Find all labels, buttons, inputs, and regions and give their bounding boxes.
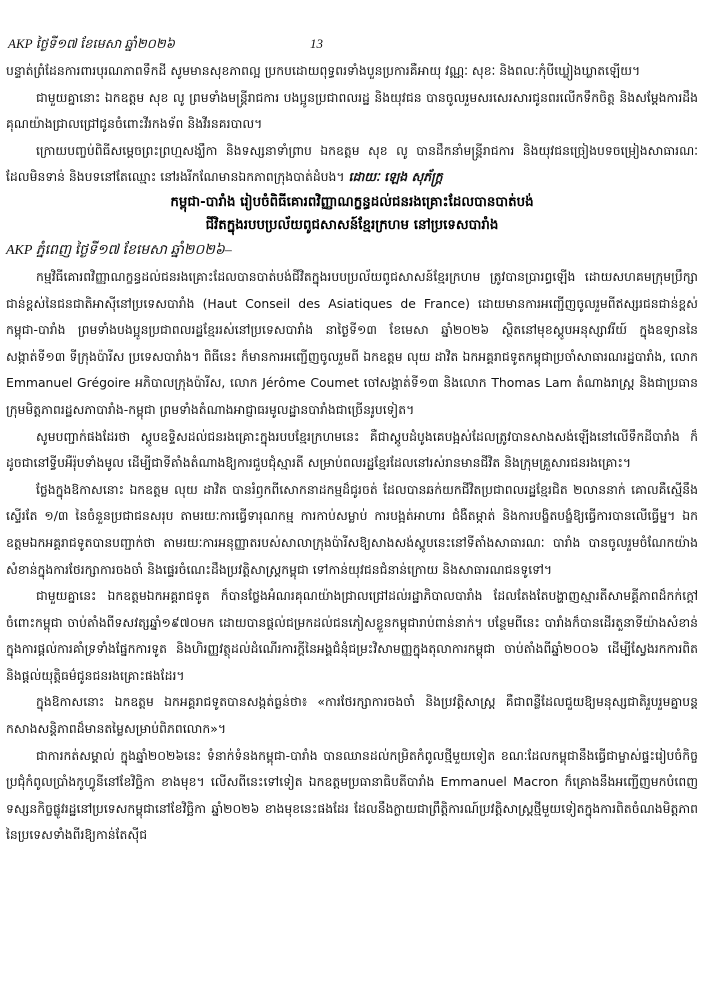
article2-dateline-text: AKP ភ្នំពេញ ថ្ងៃទី១៧ ខែមេសា ឆ្នាំ២០២៦– (6, 242, 232, 258)
page-number: 13 (310, 36, 323, 51)
article1-author: ដោយៈ ឡេង សុភ័ក្ត្រ (348, 169, 443, 185)
article1-paragraph-2: ជាមួយគ្នានោះ ឯកឧត្តម សុខ លូ ព្រមទាំងមន្រ្តីរាជការ បងប្អូនប្រជាពលរដ្ឋ និងយុវជន បានចូលរួមសរសេរសារជូនពរលើកទឹកចិត្ត និងសម្តែងការដឹងគុណយ៉ាងជ្រាលជ្រៅជូនចំពោះវីរកងទ័ព និងវីរនគរបាល។ (6, 89, 698, 132)
article2-dateline (6, 237, 698, 264)
article2-paragraph-1: កម្មវិធីគោរពវិញ្ញាណក្ខន្ធដល់ជនរងគ្រោះដែលបានបាត់បង់ជីវិតក្នុងរបបប្រល័យពូជសាសន៍ខ្មែរក្រហម ត្រូវបានប្រារព្ធឡើង ដោយសហគមក្រុមប្រឹក្សាជាន់ខ្ពស់នៃជនជាតិអាស៊ីនៅប្រទេសបារាំង (Haut Conseil des Asiatiques de France) ដោយមានការអញ្ជើញចូលរួមពីឥស្សរជនជាន់ខ្ពស់កម្ពុជា-បារាំង ព្រមទាំងបងប្អូនប្រជាពលរដ្ឋខ្មែររស់នៅប្រទេសបារាំង នាថ្ងៃទី១៣ ខែមេសា ឆ្នាំ២០២៦ ស្ថិតនៅមុខស្តូបអនុស្សាវរីយ៍ ក្នុងឧទ្យាននៃសង្កាត់ទី១៣ ទីក្រុងប៉ារីស ប្រទេសបារាំង។ ពិធីនេះ ក៏មានការអញ្ជើញចូលរួមពី ឯកឧត្តម លុយ ដាវិត ឯកអគ្គរាជទូតកម្ពុជាប្រចាំសាធារណរដ្ឋបារាំង, លោក Emmanuel Grégoire អភិបាលក្រុងប៉ារីស, លោក Jérôme Coumet ចៅសង្កាត់ទី១៣ និងលោក Thomas Lam តំណាងរាស្រ្ត និងជាប្រធានក្រុមមិត្តភាពរដ្ឋសភាបារាំង-កម្ពុជា ព្រមទាំងតំណាងអាជ្ញាធរមូលដ្ឋានបារាំងជាច្រើនរូបទៀត។ (6, 268, 698, 417)
article1-paragraph-1: បន្ទាត់ព្រំដែនការពារបុរណភាពទឹកដី សូមមានសុខភាពល្អ ប្រកបដោយពុទ្ធពរទាំងបួនប្រការគឺអាយុ វណ្ណៈ សុខៈ និងពលៈកុំបីឃ្លៀងឃ្លាតឡើយ។ (6, 63, 641, 78)
page-header (8, 36, 699, 56)
article2-paragraph-4: ជាមួយគ្នានេះ ឯកឧត្តមឯកអគ្គរាជទូត ក៏បានថ្លែងអំណរគុណយ៉ាងជ្រាលជ្រៅដល់រដ្ឋាភិបាលបារាំង ដែលតែងតែបង្ហាញស្មារតីសាមគ្គីភាពដ៏កក់ក្ដៅចំពោះកម្ពុជា ចាប់តាំងពីទសវត្សឆ្នាំ១៩៧០មក ដោយបានផ្តល់ជម្រកដល់ជនភៀសខ្លួនកម្ពុជារាប់ពាន់នាក់។ បន្ថែមពីនេះ បារាំងក៏បានដើរតួនាទីយ៉ាងសំខាន់ក្នុងការផ្តល់ការគាំទ្រទាំងផ្នែកការទូត និងហិរញ្ញវត្ថុដល់ដំណើរការក្តីនៃអង្គជំនុំជម្រះវិសាមញ្ញក្នុងតុលាការកម្ពុជា ចាប់តាំងពីឆ្នាំ២០០៦ ដើម្បីស្វែងរកការពិត និងផ្តល់យុត្តិធម៌ជូនជនរងគ្រោះផងដែរ។ (6, 588, 698, 683)
page-content (6, 58, 698, 849)
article2-paragraph-3: ថ្លែងក្នុងឱកាសនោះ ឯកឧត្តម លុយ ដាវិត បានរំឭកពីសោកនាដកម្មដ៏ជូរចត់ ដែលបានឆក់យកជីវិតប្រជាពលរដ្ឋខ្មែរជិត ២លាននាក់ គោលគឺស្មើនឹងស្ទើរតែ ១/៣ នៃចំនួនប្រជាជនសរុប តាមរយៈការធ្វើទារុណកម្ម ការកាប់សម្លាប់ ការបង្អត់អាហារ ជំងឺតម្កាត់ និងការបង្ខិតបង្ខំឱ្យធ្វើការបានលើធ្វើម្ន។ ឯកឧត្តមឯកអគ្គរាជទូតបានបញ្ជាក់ថា តាមរយៈការអនុញ្ញាតរបស់សាលាក្រុងប៉ារីសឱ្យសាងសង់ស្តូបនេះនៅទីតាំងសាធារណៈ បារាំង បានចូលរួមចំណែកយ៉ាងសំខាន់ក្នុងការថែរក្សាការចងចាំ និងផ្ទេរចំណេះដឹងប្រវត្តិសាស្រ្តកម្ពុជា ទៅកាន់យុវជនជំនាន់ក្រោយ និងសាធារណជនទូទៅ។ (6, 481, 698, 577)
article2-paragraph-6: ជាការកត់សម្គាល់ ក្នុងឆ្នាំ២០២៦នេះ ទំនាក់ទំនងកម្ពុជា-បារាំង បានឈានដល់កម្រិតកំពូលថ្មីមួយទៀត ខណៈដែលកម្ពុជានឹងធ្វើជាម្ចាស់ផ្ទះរៀបចំកិច្ចប្រជុំកំពូលប្រាំងកូហ្វូនីនៅខែវិច្ឆិកា ខាងមុខ។ លើសពីនេះទៅទៀត ឯកឧត្តមប្រធានាធិបតីបារាំង Emmanuel Macron ក៏គ្រោងនឹងអញ្ជើញមកបំពេញទស្សនកិច្ចផ្លូវរដ្ឋនៅប្រទេសកម្ពុជានៅខែវិច្ឆិកា ឆ្នាំ២០២៦ ខាងមុខនេះផងដែរ ដែលនឹងក្លាយជាព្រឹត្តិការណ៍ប្រវត្តិសាស្រ្តថ្មីមួយទៀតក្នុងការពិតចំណងមិត្តភាពនៃប្រទេសទាំងពីរឱ្យកាន់តែស៊ីជ (6, 747, 698, 843)
header-date: AKP ថ្ងៃទី១៧ ខែមេសា ឆ្នាំ២០២៦ (8, 36, 175, 51)
article2-title-line-2: ជីវិតក្នុងរបបប្រល័យពូជសាសន៍ខ្មែរក្រហម នៅប្រទេសបារាំង (205, 217, 499, 233)
article1-paragraph-3-text: ក្រោយបញ្ចប់ពិធីសម្តេចព្រះព្រហ្មសង្ឃឹកា និងទស្សនាទាំព្រាប ឯកឧត្តម សុខ លូ បានដឹកនាំមន្រ្តីរាជការ និងយុវជនច្រៀងបទចម្រៀងសាធារណៈ ដែលមិនទាន់ និងបទនៅតែឈ្មោះ នៅរងរីកណែមានឯកភាពក្រុងបាត់ដំបង។ (6, 142, 698, 185)
article2-title-line-1: កម្ពុជា-បារាំង រៀបចំពិធីគោរពវិញ្ញាណក្ខន្ធដល់ជនរងគ្រោះដែលបានបាត់បង់ (170, 194, 534, 210)
article2-paragraph-2: សូមបញ្ជាក់ផងដែរថា ស្តូបឧទ្ទិសដល់ជនរងគ្រោះក្នុងរបបខ្មែរក្រហមនេះ គឺជាស្តូបដំបូងគេបង្អស់ដែលត្រូវបានសាងសង់ឡើងនៅលើទឹកដីបារាំង ក៏ដូចជានៅទ្វីបអឺរ៉ុបទាំងមូល ដើម្បីជាទីតាំងតំណាងឱ្យការជួបជុំស្មារតី សម្រាប់ពលរដ្ឋខ្មែរដែលនៅរស់រានមានជីវិត និងក្រុមគ្រួសារជនរងគ្រោះ។ (6, 428, 698, 471)
article1-paragraph-3 (6, 138, 698, 191)
article2-paragraph-5: ក្នុងឱកាសនោះ ឯកឧត្តម ឯកអគ្គរាជទូតបានសង្កត់ធ្ងន់ថា៖ «ការថែរក្សាការចងចាំ និងប្រវត្តិសាស្រ្ត គឺជាពន្លឺដែលជួយឱ្យមនុស្សជាតិរួបរួមគ្នាបន្តកសាងសន្តិភាពដ៏មានតម្លៃសម្រាប់ពិភពលោក»។ (6, 694, 698, 737)
article2-title (6, 191, 698, 237)
